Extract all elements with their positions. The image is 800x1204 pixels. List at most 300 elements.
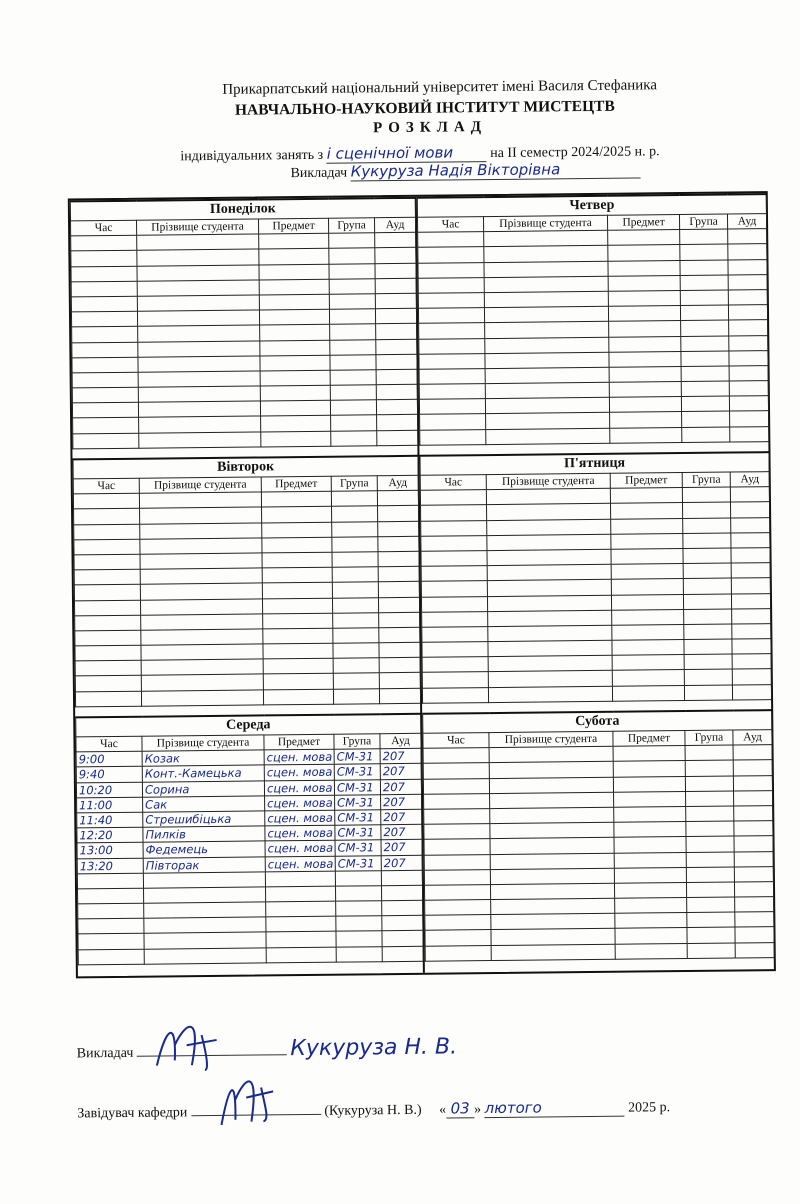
table-cell: Стрешибіцька bbox=[143, 811, 265, 827]
table-cell bbox=[489, 762, 613, 778]
column-header: Прізвище студента bbox=[137, 219, 259, 235]
table-cell bbox=[332, 567, 378, 583]
table-cell: Сак bbox=[143, 796, 265, 812]
table-cell bbox=[731, 593, 770, 609]
column-header: Час bbox=[71, 220, 137, 236]
table-cell bbox=[733, 745, 772, 761]
table-cell bbox=[259, 233, 329, 249]
day-block-3 bbox=[419, 451, 771, 713]
column-header: Ауд bbox=[727, 214, 766, 230]
table-cell bbox=[683, 563, 731, 579]
table-cell bbox=[728, 229, 767, 245]
day-block-4 bbox=[75, 713, 423, 975]
table-cell bbox=[77, 873, 143, 889]
table-cell bbox=[71, 251, 137, 267]
table-cell bbox=[379, 642, 420, 658]
table-cell bbox=[262, 537, 332, 553]
table-cell bbox=[613, 761, 685, 777]
table-cell bbox=[375, 248, 416, 264]
table-cell bbox=[74, 554, 140, 570]
table-cell bbox=[378, 521, 419, 537]
table-cell bbox=[333, 688, 379, 704]
table-cell bbox=[333, 658, 379, 674]
column-header: Час bbox=[420, 475, 486, 491]
table-cell: сцен. мова bbox=[265, 810, 335, 826]
table-cell bbox=[608, 306, 680, 322]
table-cell: 207 bbox=[381, 855, 422, 871]
head-signature-icon bbox=[210, 1069, 281, 1130]
head-signature-label: Завідувач кафедри bbox=[77, 1105, 188, 1122]
table-cell bbox=[333, 612, 379, 628]
table-cell bbox=[609, 351, 681, 367]
day-name: Понеділок bbox=[70, 198, 415, 221]
table-cell bbox=[734, 866, 773, 882]
table-cell: 9:00 bbox=[76, 751, 142, 767]
table-cell bbox=[680, 275, 728, 291]
table-cell bbox=[376, 369, 417, 385]
table-cell bbox=[262, 552, 332, 568]
table-cell bbox=[488, 625, 612, 641]
column-header: Ауд bbox=[730, 472, 769, 488]
table-cell bbox=[422, 626, 488, 642]
table-cell bbox=[419, 353, 485, 369]
table-cell bbox=[614, 852, 686, 868]
table-cell bbox=[378, 566, 419, 582]
table-cell bbox=[378, 582, 419, 598]
table-cell: 13:00 bbox=[77, 843, 143, 859]
table-cell bbox=[263, 689, 333, 705]
table-cell bbox=[423, 778, 489, 794]
column-header: Прізвище студента bbox=[142, 735, 264, 751]
table-cell bbox=[613, 776, 685, 792]
table-cell bbox=[487, 504, 611, 520]
table-cell bbox=[74, 524, 140, 540]
table-row bbox=[425, 942, 774, 961]
table-cell bbox=[375, 233, 416, 249]
table-cell: 12:20 bbox=[77, 827, 143, 843]
table-cell bbox=[425, 930, 491, 946]
table-cell bbox=[731, 563, 770, 579]
table-cell bbox=[376, 384, 417, 400]
table-cell bbox=[330, 339, 376, 355]
table-cell bbox=[75, 676, 141, 692]
table-cell: 10:20 bbox=[76, 782, 142, 798]
table-cell bbox=[379, 612, 420, 628]
table-cell bbox=[614, 882, 686, 898]
table-cell bbox=[731, 532, 770, 548]
column-header: Група bbox=[331, 476, 377, 492]
table-cell bbox=[612, 685, 684, 701]
table-cell: сцен. мова bbox=[265, 795, 335, 811]
table-cell bbox=[137, 249, 259, 265]
table-cell bbox=[71, 281, 137, 297]
table-cell bbox=[332, 536, 378, 552]
subject-prefix: індивідуальних занять з bbox=[180, 147, 324, 165]
table-cell bbox=[260, 400, 330, 416]
column-header: Предмет bbox=[264, 734, 334, 750]
table-row bbox=[78, 946, 423, 965]
table-cell: сцен. мова bbox=[265, 856, 335, 872]
table-cell bbox=[141, 659, 263, 675]
table-cell bbox=[683, 594, 731, 610]
table-cell bbox=[422, 657, 488, 673]
table-cell: 207 bbox=[381, 824, 422, 840]
teacher-signature-blank bbox=[137, 1054, 287, 1057]
table-cell bbox=[420, 490, 486, 506]
table-cell: 11:40 bbox=[77, 812, 143, 828]
document-title: РОЗКЛАД bbox=[373, 119, 488, 137]
table-cell bbox=[609, 366, 681, 382]
table-cell bbox=[683, 533, 731, 549]
institute-name: НАВЧАЛЬНО-НАУКОВИЙ ІНСТИТУТ МИСТЕЦТВ bbox=[234, 97, 615, 119]
table-cell bbox=[418, 262, 484, 278]
table-cell bbox=[487, 549, 611, 565]
head-signature-line bbox=[77, 1097, 670, 1122]
table-cell bbox=[139, 492, 261, 508]
table-cell bbox=[681, 381, 729, 397]
table-cell bbox=[266, 901, 336, 917]
table-cell bbox=[686, 867, 734, 883]
column-header: Група bbox=[679, 214, 727, 230]
table-cell bbox=[422, 611, 488, 627]
table-cell bbox=[78, 903, 144, 919]
table-cell bbox=[378, 597, 419, 613]
teacher-prefix: Викладач bbox=[290, 165, 348, 182]
table-cell bbox=[381, 870, 422, 886]
teacher-signature-line bbox=[77, 1034, 458, 1063]
table-cell: 207 bbox=[380, 748, 421, 764]
table-cell bbox=[260, 340, 330, 356]
table-cell bbox=[138, 386, 260, 402]
table-cell bbox=[261, 491, 331, 507]
column-header: Предмет bbox=[613, 731, 685, 747]
table-cell bbox=[734, 881, 773, 897]
table-cell bbox=[424, 809, 490, 825]
table-cell bbox=[680, 305, 728, 321]
column-header: Час bbox=[76, 736, 142, 752]
table-cell bbox=[424, 793, 490, 809]
table-cell bbox=[332, 597, 378, 613]
table-cell: СМ-31 bbox=[334, 749, 380, 765]
table-cell bbox=[732, 608, 771, 624]
table-cell bbox=[490, 883, 614, 899]
table-cell: 9:40 bbox=[76, 767, 142, 783]
table-cell bbox=[263, 613, 333, 629]
table-cell bbox=[261, 431, 331, 447]
table-cell bbox=[262, 598, 332, 614]
table-cell bbox=[682, 502, 730, 518]
table-cell bbox=[419, 338, 485, 354]
column-header: Предмет bbox=[607, 215, 679, 231]
table-row bbox=[73, 430, 418, 449]
table-cell bbox=[686, 852, 734, 868]
table-cell bbox=[686, 791, 734, 807]
table-cell bbox=[425, 900, 491, 916]
table-cell bbox=[609, 397, 681, 413]
table-cell bbox=[730, 487, 769, 503]
table-cell bbox=[329, 294, 375, 310]
table-cell bbox=[732, 669, 771, 685]
table-cell bbox=[728, 244, 767, 260]
table-row bbox=[75, 688, 420, 707]
table-cell bbox=[687, 927, 735, 943]
table-cell bbox=[681, 336, 729, 352]
table-cell bbox=[259, 264, 329, 280]
table-cell bbox=[330, 370, 376, 386]
table-cell bbox=[681, 396, 729, 412]
table-cell bbox=[685, 760, 733, 776]
column-header: Предмет bbox=[261, 476, 331, 492]
table-cell: СМ-31 bbox=[335, 825, 381, 841]
table-cell bbox=[422, 672, 488, 688]
table-cell bbox=[419, 384, 485, 400]
table-cell bbox=[140, 553, 262, 569]
table-cell bbox=[336, 901, 382, 917]
table-cell bbox=[329, 309, 375, 325]
table-cell bbox=[72, 327, 138, 343]
table-cell bbox=[487, 595, 611, 611]
table-cell bbox=[259, 279, 329, 295]
date-open-quote: « bbox=[438, 1102, 447, 1118]
table-cell bbox=[266, 947, 336, 963]
column-header: Прізвище студента bbox=[489, 731, 613, 747]
table-cell bbox=[486, 488, 610, 504]
table-cell bbox=[488, 610, 612, 626]
table-cell bbox=[487, 580, 611, 596]
table-cell bbox=[424, 854, 490, 870]
table-cell bbox=[143, 872, 265, 888]
table-cell bbox=[336, 916, 382, 932]
table-cell bbox=[71, 235, 137, 251]
column-header: Предмет bbox=[259, 218, 329, 234]
column-header: Ауд bbox=[374, 217, 415, 233]
table-cell bbox=[73, 433, 139, 449]
table-cell bbox=[141, 629, 263, 645]
table-cell bbox=[733, 775, 772, 791]
table-cell bbox=[731, 517, 770, 533]
day-block-1 bbox=[417, 193, 769, 455]
table-cell bbox=[74, 585, 140, 601]
table-cell bbox=[335, 870, 381, 886]
table-cell bbox=[488, 656, 612, 672]
column-header: Ауд bbox=[377, 475, 418, 491]
table-cell bbox=[734, 821, 773, 837]
table-cell bbox=[484, 276, 608, 292]
table-cell bbox=[331, 415, 377, 431]
day-name: Вівторок bbox=[73, 456, 418, 479]
table-cell bbox=[263, 674, 333, 690]
table-cell bbox=[730, 411, 769, 427]
table-cell bbox=[611, 594, 683, 610]
table-cell bbox=[382, 946, 423, 962]
table-cell bbox=[74, 539, 140, 555]
table-cell bbox=[487, 534, 611, 550]
day-name: П'ятниця bbox=[420, 452, 769, 475]
table-cell bbox=[75, 645, 141, 661]
table-cell bbox=[140, 583, 262, 599]
table-cell bbox=[78, 888, 144, 904]
table-cell bbox=[491, 929, 615, 945]
table-cell bbox=[490, 838, 614, 854]
table-cell bbox=[423, 763, 489, 779]
table-cell bbox=[610, 488, 682, 504]
table-cell bbox=[137, 310, 259, 326]
teacher-signature-label: Викладач bbox=[76, 1045, 134, 1062]
table-cell bbox=[424, 824, 490, 840]
table-cell: 207 bbox=[380, 779, 421, 795]
table-cell bbox=[71, 311, 137, 327]
table-cell bbox=[732, 639, 771, 655]
table-cell bbox=[72, 357, 138, 373]
schedule-grid bbox=[68, 191, 776, 978]
table-cell bbox=[728, 259, 767, 275]
table-cell bbox=[681, 351, 729, 367]
table-cell bbox=[686, 836, 734, 852]
table-cell bbox=[421, 596, 487, 612]
table-cell bbox=[682, 487, 730, 503]
table-cell bbox=[336, 931, 382, 947]
table-cell bbox=[611, 564, 683, 580]
table-cell bbox=[78, 949, 144, 965]
table-cell bbox=[382, 900, 423, 916]
table-cell bbox=[612, 655, 684, 671]
table-cell bbox=[490, 822, 614, 838]
table-cell: Конт.-Камецька bbox=[142, 765, 264, 781]
table-cell bbox=[729, 320, 768, 336]
table-cell bbox=[486, 428, 610, 444]
column-header: Ауд bbox=[380, 733, 421, 749]
table-cell bbox=[682, 411, 730, 427]
table-cell bbox=[615, 913, 687, 929]
table-cell bbox=[611, 518, 683, 534]
table-cell bbox=[333, 628, 379, 644]
table-cell bbox=[484, 261, 608, 277]
table-cell bbox=[419, 368, 485, 384]
table-cell bbox=[489, 777, 613, 793]
table-cell bbox=[332, 521, 378, 537]
table-cell bbox=[684, 624, 732, 640]
table-cell bbox=[612, 640, 684, 656]
table-cell bbox=[140, 507, 262, 523]
table-cell bbox=[137, 280, 259, 296]
table-cell bbox=[484, 246, 608, 262]
table-cell bbox=[73, 418, 139, 434]
table-cell bbox=[418, 277, 484, 293]
table-cell bbox=[490, 792, 614, 808]
table-cell bbox=[732, 654, 771, 670]
table-cell bbox=[615, 898, 687, 914]
table-cell bbox=[78, 934, 144, 950]
table-cell bbox=[419, 399, 485, 415]
teacher-handwritten: Кукуруза Надія Вікторівна bbox=[351, 159, 641, 181]
table-cell bbox=[262, 507, 332, 523]
table-cell bbox=[144, 948, 266, 964]
table-cell bbox=[263, 658, 333, 674]
table-cell bbox=[680, 290, 728, 306]
table-cell bbox=[734, 851, 773, 867]
table-cell bbox=[484, 230, 608, 246]
table-cell bbox=[71, 266, 137, 282]
table-cell bbox=[684, 669, 732, 685]
teacher-signature-icon bbox=[146, 1015, 227, 1076]
table-cell bbox=[686, 806, 734, 822]
table-cell bbox=[375, 263, 416, 279]
table-cell bbox=[73, 493, 139, 509]
table-cell: Сорина bbox=[142, 780, 264, 796]
table-cell bbox=[489, 746, 613, 762]
table-cell bbox=[375, 293, 416, 309]
table-cell bbox=[378, 536, 419, 552]
table-cell bbox=[485, 322, 609, 338]
table-cell bbox=[418, 293, 484, 309]
table-cell bbox=[608, 290, 680, 306]
table-cell bbox=[71, 296, 137, 312]
table-cell: 207 bbox=[381, 840, 422, 856]
table-cell bbox=[487, 564, 611, 580]
table-cell bbox=[609, 382, 681, 398]
table-cell bbox=[490, 853, 614, 869]
table-cell bbox=[138, 340, 260, 356]
table-cell bbox=[686, 882, 734, 898]
table-cell bbox=[140, 538, 262, 554]
table-cell bbox=[329, 233, 375, 249]
table-cell bbox=[141, 690, 263, 706]
table-cell bbox=[144, 902, 266, 918]
table-cell bbox=[683, 578, 731, 594]
table-cell bbox=[609, 321, 681, 337]
table-cell bbox=[420, 414, 486, 430]
table-cell bbox=[382, 916, 423, 932]
table-cell bbox=[72, 342, 138, 358]
table-cell bbox=[681, 366, 729, 382]
table-cell bbox=[376, 354, 417, 370]
table-cell bbox=[612, 624, 684, 640]
table-cell bbox=[488, 686, 612, 702]
table-cell bbox=[485, 382, 609, 398]
table-cell bbox=[491, 898, 615, 914]
table-cell bbox=[615, 928, 687, 944]
table-cell bbox=[683, 548, 731, 564]
table-cell bbox=[140, 568, 262, 584]
table-cell bbox=[330, 400, 376, 416]
table-cell bbox=[680, 260, 728, 276]
table-cell bbox=[262, 567, 332, 583]
table-cell bbox=[424, 869, 490, 885]
table-cell bbox=[377, 415, 418, 431]
table-cell bbox=[140, 523, 262, 539]
table-cell bbox=[377, 490, 418, 506]
table-cell bbox=[421, 535, 487, 551]
day-name: Четвер bbox=[417, 194, 766, 217]
date-day: 03 bbox=[446, 1099, 474, 1118]
table-cell bbox=[608, 275, 680, 291]
table-cell bbox=[266, 916, 336, 932]
table-cell bbox=[485, 367, 609, 383]
column-header: Група bbox=[334, 734, 380, 750]
table-cell bbox=[614, 791, 686, 807]
table-cell bbox=[735, 897, 774, 913]
table-cell bbox=[485, 352, 609, 368]
table-cell bbox=[608, 230, 680, 246]
table-cell bbox=[138, 401, 260, 417]
table-cell: СМ-31 bbox=[334, 764, 380, 780]
table-cell bbox=[680, 229, 728, 245]
column-header: Час bbox=[423, 733, 489, 749]
table-cell bbox=[419, 323, 485, 339]
table-cell bbox=[138, 371, 260, 387]
table-cell bbox=[375, 278, 416, 294]
table-cell bbox=[140, 598, 262, 614]
